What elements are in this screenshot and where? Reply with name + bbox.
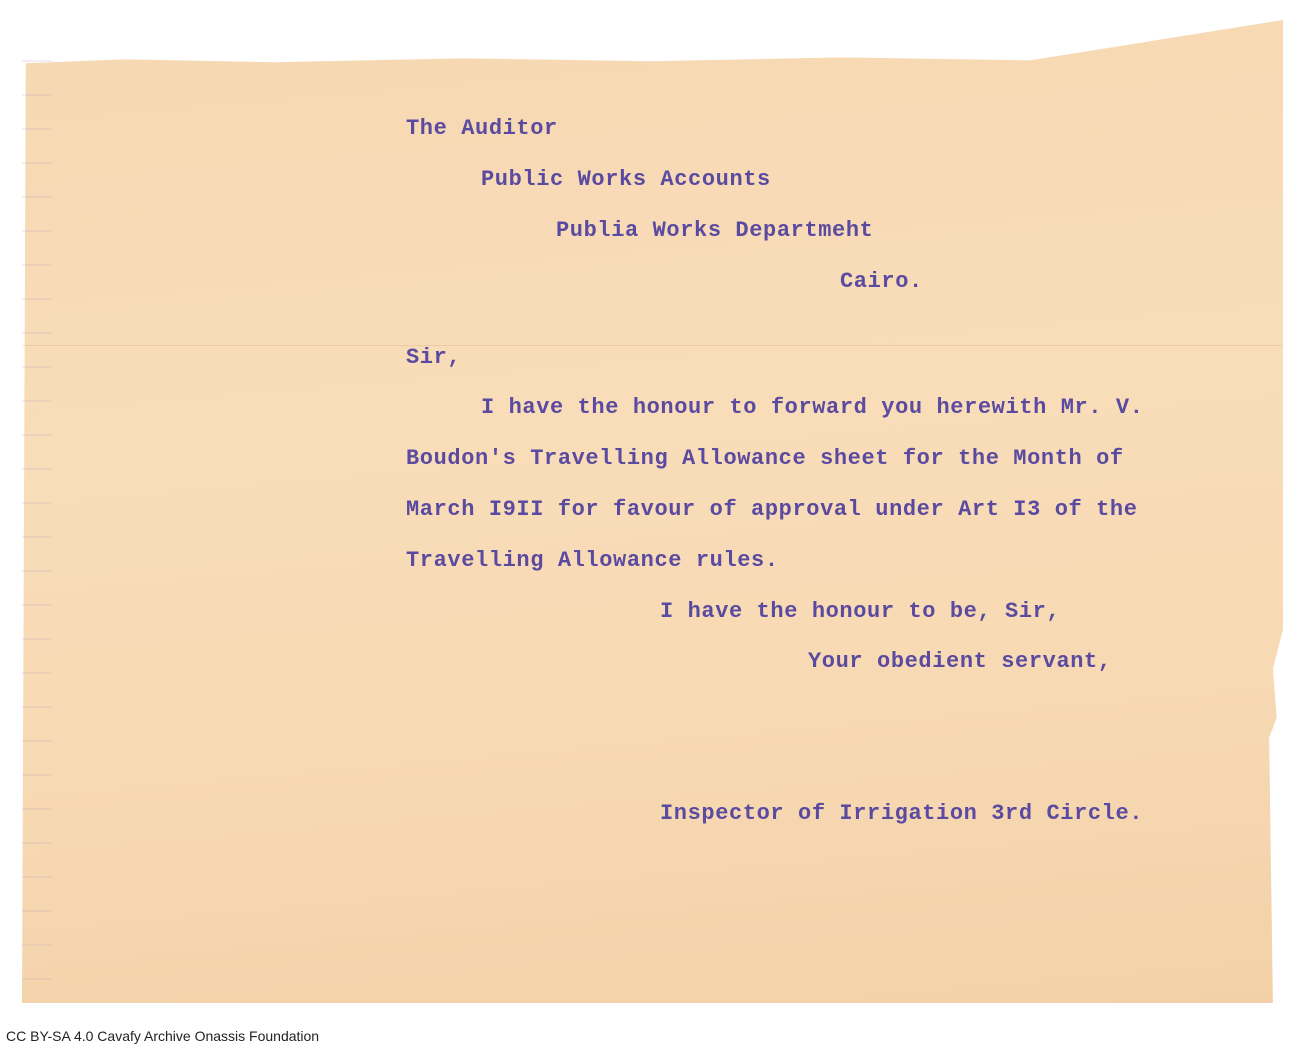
salutation: Sir, <box>406 345 462 370</box>
paper-fold-crease <box>22 345 1283 346</box>
recipient-line-4: Cairo. <box>840 269 923 294</box>
body-line-3: March I9II for favour of approval under Art I3 of the <box>406 497 1138 522</box>
closing-line-2: Your obedient servant, <box>808 649 1112 674</box>
license-credit: CC BY-SA 4.0 Cavafy Archive Onassis Foundation <box>6 1028 320 1044</box>
closing-line-1: I have the honour to be, Sir, <box>660 599 1061 624</box>
recipient-line-3: Publia Works Departmeht <box>556 218 874 243</box>
signature-line: Inspector of Irrigation 3rd Circle. <box>660 801 1144 826</box>
body-line-4: Travelling Allowance rules. <box>406 548 779 573</box>
recipient-line-2: Public Works Accounts <box>481 167 771 192</box>
recipient-line-1: The Auditor <box>406 116 558 141</box>
paper-edge-marks <box>22 60 52 1000</box>
body-line-1: I have the honour to forward you herewith Mr. V. <box>481 395 1144 420</box>
body-line-2: Boudon's Travelling Allowance sheet for the Month of <box>406 446 1124 471</box>
